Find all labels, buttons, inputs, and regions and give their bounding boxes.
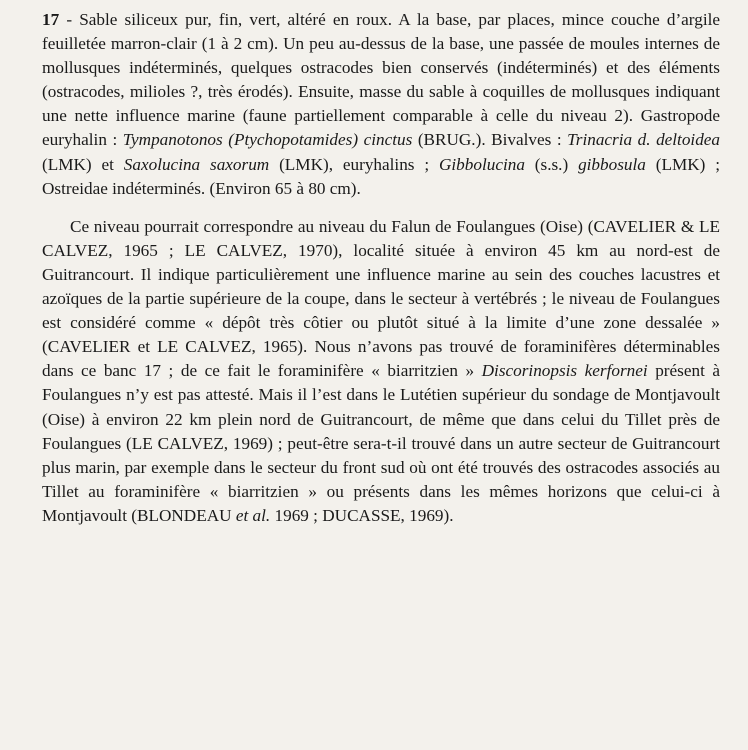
text-run: (BRUG.). Bivalves : (412, 130, 568, 150)
text-run: présent à Foulangues n’y est pas attesté. Mais il l’est dans le Lutétien supérieur du sondage de Montjavoult (Oise) à environ 22 km plein nord de Guitrancourt, de même que dans celui du Tillet près de Foulangues (LE CALVEZ, 1969) ; peut-être sera-t-il trouvé dans un autre secteur de Guitrancourt plus marin, par exemple dans le secteur du front sud où ont été trouvés des ostracodes associés au Tillet au foraminifère « biarritzien » ou présents dans les mêmes horizons que celui-ci à Montjavoult (BLONDEAU (42, 361, 721, 525)
taxon-name: Saxolucina saxorum (123, 154, 270, 174)
taxon-name: Discorinopsis kerfornei (481, 361, 648, 381)
taxon-name: gibbosula (578, 154, 646, 174)
text-run: (LMK), euryhalins ; (269, 154, 439, 174)
taxon-name: Trinacria d. deltoidea (567, 130, 721, 150)
bed-number: 17 (42, 10, 60, 29)
text-run: - Sable siliceux pur, fin, vert, altéré en roux. A la base, par places, mince couche d’argile feuilletée marron-clair (1 à 2 cm). Un peu au-dessus de la base, une passée de moules internes de mollusques indéterminés, quelques ostracodes bien conservés (indéterminés) et des éléments (ostracodes, milioles ?, très érodés). Ensuite, masse du sable à coquilles de mollusques indiquant une nette influence marine (faune partiellement comparable à celle du niveau 2). Gastropode euryhalin : (42, 10, 720, 150)
paragraph-discussion (42, 215, 720, 528)
paragraph-bed-17 (42, 8, 720, 201)
taxon-name: Tympanotonos (Ptychopotamides) cinctus (122, 130, 413, 150)
text-run: (s.s.) (524, 154, 579, 174)
text-run: 1969 ; DUCASSE, 1969). (270, 505, 454, 525)
text-run: Ce niveau pourrait correspondre au niveau du Falun de Foulangues (Oise) (CAVELIER & LE CALVEZ, 1965 ; LE CALVEZ, 1970), localité située à environ 45 km au nord-est de Guitrancourt. Il indique particulièrement une influence marine au sein des couches lacustres et azoïques de la partie supérieure de la coupe, dans le secteur à vertébrés ; le niveau de Foulangues est considéré comme « dépôt très côtier ou plutôt situé à la limite d’une zone dessalée » (CAVELIER et LE CALVEZ, 1965). Nous n’avons pas trouvé de foraminifères déterminables dans ce banc 17 ; de ce fait le foraminifère « biarritzien » (42, 216, 720, 381)
text-run: (LMK) ; Ostreidae indéterminés. (Environ 65 à 80 cm). (42, 154, 721, 198)
text-run: (LMK) et (42, 154, 124, 174)
taxon-name: Gibbolucina (438, 154, 525, 174)
citation-etal: et al. (235, 505, 271, 525)
